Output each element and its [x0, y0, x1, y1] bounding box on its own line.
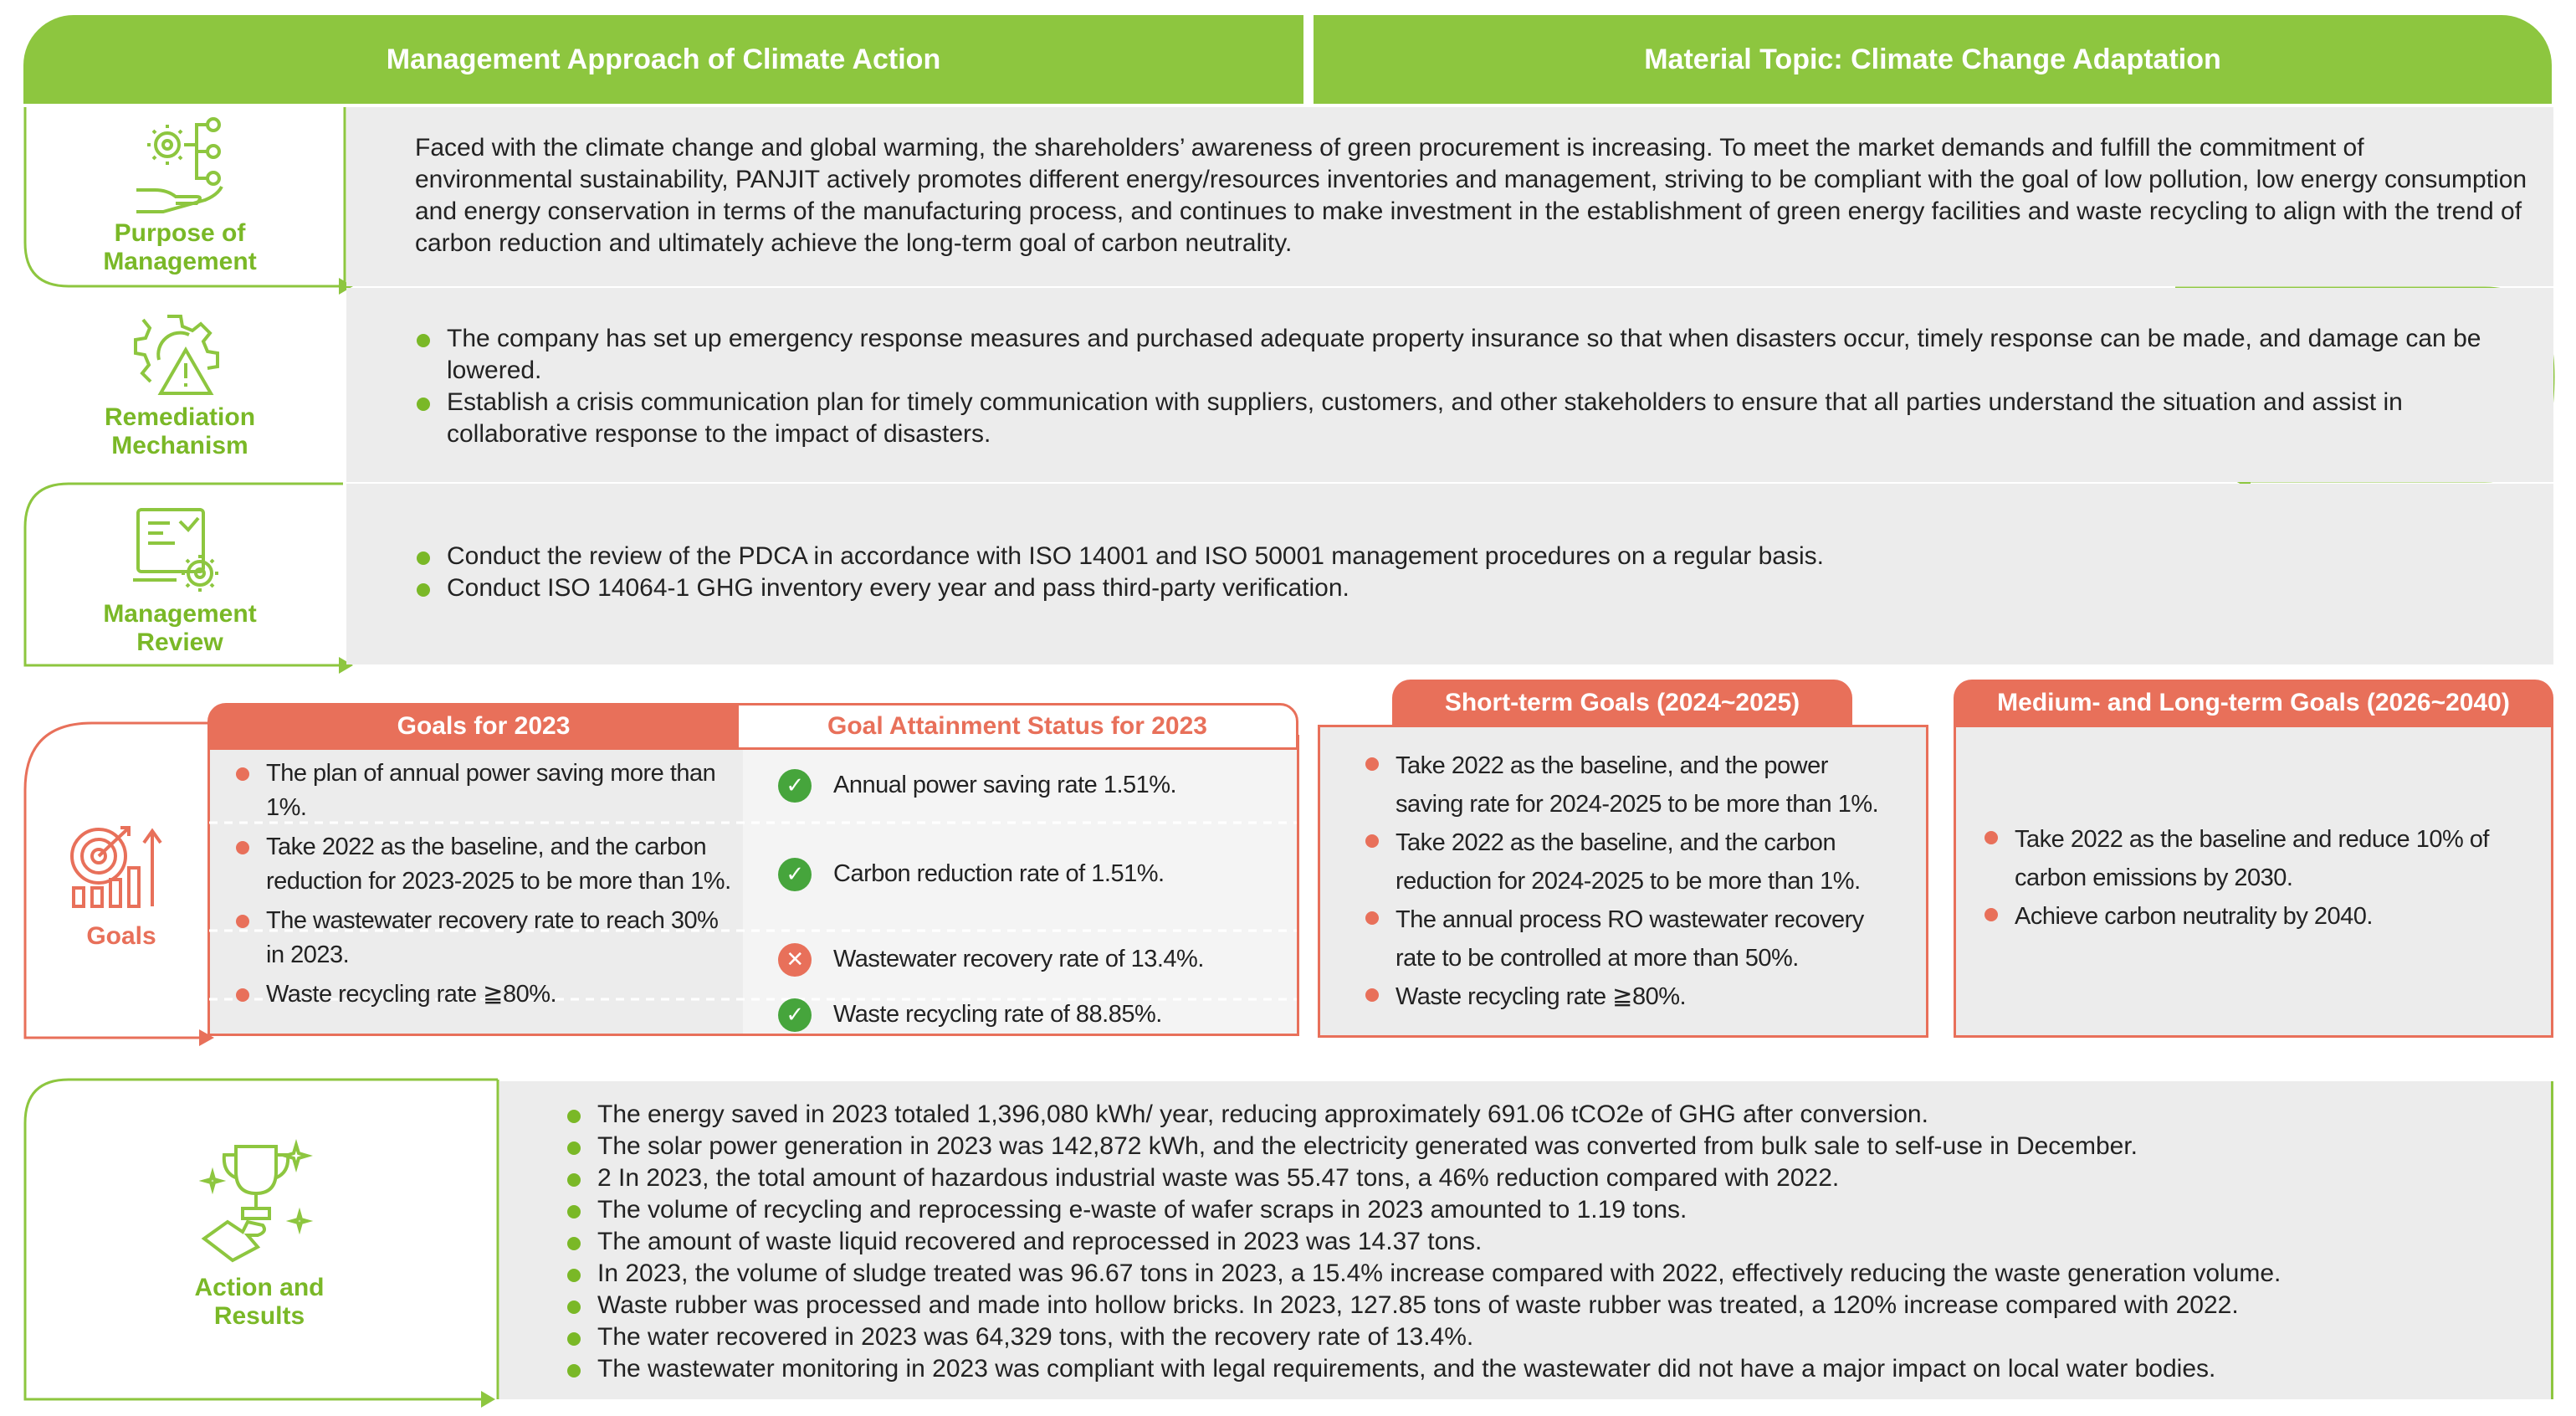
list-item: Take 2022 as the baseline, and the carbon reduction for 2024-2025 to be more than 1%.: [1364, 823, 1899, 900]
remediation-label-line2: Mechanism: [111, 432, 248, 459]
list-item: Waste recycling rate ≧80%.: [1364, 977, 1899, 1016]
check-icon: ✓: [778, 858, 812, 891]
list-item: Conduct ISO 14064-1 GHG inventory every year and pass third-party verification.: [415, 572, 2532, 604]
list-item: The energy saved in 2023 totaled 1,396,080 kWh/ year, reducing approximately 691.06 tCO2e of GHG after conversion.: [566, 1099, 2523, 1131]
status-text: Waste recycling rate of 88.85%.: [833, 1001, 1162, 1028]
header-right-title: Material Topic: Climate Change Adaptation: [1644, 43, 2221, 75]
goals-2023-title: Goals for 2023: [397, 712, 571, 740]
actions-label-line1: Action and: [194, 1274, 325, 1301]
purpose-label-line1: Purpose of: [114, 219, 246, 247]
status-row: [778, 942, 1204, 977]
purpose-label-line2: Management: [103, 248, 257, 275]
purpose-text: Faced with the climate change and global warming, the shareholders’ awareness of green procurement is increasing. To meet the market demands and fulfill the commitment of environmental sustainability, PANJIT actively promotes different energy/resources inventories and management, striving to be compliant with the goal of low pollution, low energy consumption and energy conservation in terms of the manufacturing process, and continues to make investment in the establishment of green energy facilities and waste recycling to align with the trend of carbon reduction and ultimately achieve the long-term goal of carbon neutrality.: [415, 134, 2527, 257]
status-row: [778, 857, 1165, 891]
list-item: In 2023, the volume of sludge treated was 96.67 tons in 2023, a 15.4% increase compared with 2022, effectively reducing the waste generation volume.: [566, 1258, 2523, 1290]
list-item: Waste recycling rate ≧80%.: [234, 977, 736, 1012]
review-label-line1: Management: [103, 600, 257, 628]
list-item: Waste rubber was processed and made into hollow bricks. In 2023, 127.85 tons of waste rubber was treated, a 120% increase compared with 2022.: [566, 1290, 2523, 1321]
check-icon: ✓: [778, 998, 812, 1032]
status-text: Wastewater recovery rate of 13.4%.: [833, 946, 1204, 972]
document-gear-icon: [130, 506, 226, 598]
short-term-tab: [1392, 680, 1852, 726]
list-item: Achieve carbon neutrality by 2040.: [1983, 897, 2535, 936]
list-item: The volume of recycling and reprocessing e-waste of wafer scraps in 2023 amounted to 1.19 tons.: [566, 1194, 2523, 1226]
cross-icon: ✕: [778, 943, 812, 977]
actions-label: [159, 1274, 360, 1331]
remediation-label-line1: Remediation: [104, 403, 256, 431]
status-text: Carbon reduction rate of 1.51%.: [833, 860, 1165, 887]
list-item: Take 2022 as the baseline, and the carbon reduction for 2023-2025 to be more than 1%.: [234, 830, 736, 899]
gear-warning-icon: [134, 310, 226, 402]
goals-2023-list: [234, 757, 736, 1012]
actions-list: [566, 1099, 2523, 1385]
review-label: [84, 600, 276, 657]
check-icon: ✓: [778, 769, 812, 803]
status-row: [778, 998, 1162, 1032]
remediation-label: [84, 403, 276, 460]
list-item: 2 In 2023, the total amount of hazardous industrial waste was 55.47 tons, a 46% reduction compared with 2022.: [566, 1162, 2523, 1194]
long-term-tab: [1954, 680, 2553, 726]
list-item: The wastewater monitoring in 2023 was compliant with legal requirements, and the wastewater did not have a major impact on local water bodies.: [566, 1353, 2523, 1385]
trophy-icon: [199, 1138, 316, 1264]
long-term-list: [1983, 820, 2535, 936]
list-item: The amount of waste liquid recovered and reprocessed in 2023 was 14.37 tons.: [566, 1226, 2523, 1258]
review-label-line2: Review: [136, 628, 223, 656]
remediation-list: [415, 323, 2532, 450]
target-chart-icon: [65, 808, 170, 912]
list-item: Take 2022 as the baseline, and the power saving rate for 2024-2025 to be more than 1%.: [1364, 746, 1899, 823]
short-term-title: Short-term Goals (2024~2025): [1444, 689, 1800, 716]
list-item: The water recovered in 2023 was 64,329 tons, with the recovery rate of 13.4%.: [566, 1321, 2523, 1353]
purpose-label: [84, 219, 276, 276]
short-term-list: [1364, 746, 1899, 1016]
list-item: The plan of annual power saving more than 1%.: [234, 757, 736, 825]
long-term-title: Medium- and Long-term Goals (2026~2040): [1997, 689, 2510, 716]
review-list: [415, 541, 2532, 604]
status-title: Goal Attainment Status for 2023: [827, 712, 1207, 740]
list-item: The wastewater recovery rate to reach 30% in 2023.: [234, 904, 736, 972]
goals-label: Goals: [86, 922, 156, 950]
status-text: Annual power saving rate 1.51%.: [833, 772, 1177, 798]
list-item: The annual process RO wastewater recovery rate to be controlled at more than 50%.: [1364, 900, 1899, 977]
hand-gears-icon: [130, 113, 230, 218]
actions-label-line2: Results: [213, 1302, 305, 1330]
status-row: [778, 768, 1176, 803]
header-left-title: Management Approach of Climate Action: [386, 43, 941, 75]
list-item: Establish a crisis communication plan for timely communication with suppliers, customers, and other stakeholders to ensure that all parties understand the situation and assist in collaborative response to the impact of disasters.: [415, 387, 2532, 450]
list-item: The solar power generation in 2023 was 142,872 kWh, and the electricity generated was converted from bulk sale to self-use in December.: [566, 1131, 2523, 1162]
list-item: Take 2022 as the baseline and reduce 10% of carbon emissions by 2030.: [1983, 820, 2535, 897]
list-item: The company has set up emergency response measures and purchased adequate property insurance so that when disasters occur, timely response can be made, and damage can be lowered.: [415, 323, 2532, 387]
list-item: Conduct the review of the PDCA in accordance with ISO 14001 and ISO 50001 management procedures on a regular basis.: [415, 541, 2532, 572]
